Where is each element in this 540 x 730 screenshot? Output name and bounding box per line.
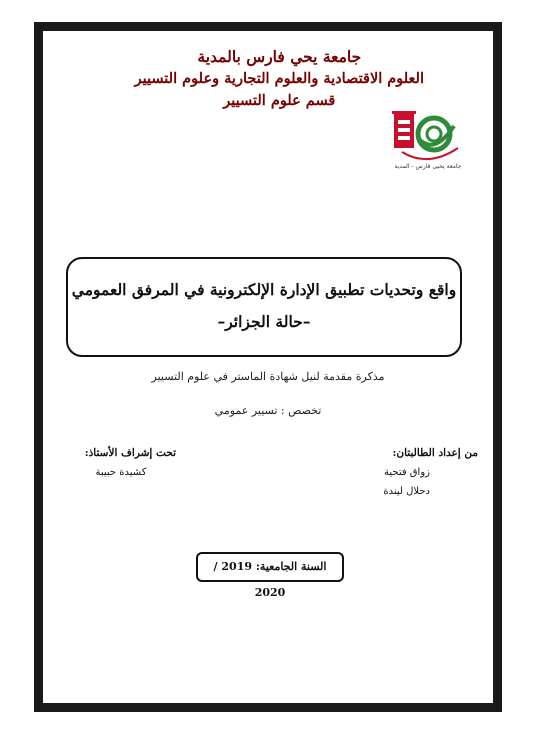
specialization-label: تخصص [288,404,322,417]
thesis-title-box [66,257,462,357]
academic-year-value: 2019 / 2020 [213,560,286,599]
university-logo-icon [388,108,462,174]
thesis-subtitle: –حالة الجزائر– [217,312,311,331]
logo-graphic [388,108,462,174]
academic-year-box [196,552,344,599]
prepared-by-label: من إعداد الطالبتان: [392,447,478,459]
academic-year-label: السنة الجامعية: [255,560,327,573]
university-name: جامعة يحي فارس بالمدية [197,47,362,66]
cover-page [44,32,492,702]
specialization [44,404,492,417]
institution-header [135,46,424,112]
thesis-title: واقع وتحديات تطبيق الإدارة الإلكترونية في المرفق العمومي [71,280,457,299]
specialization-value: تسيير عمومي [214,404,278,417]
student-name: دحلال ليندة [383,486,430,497]
supervisor-name: كشيدة حبيبة [95,467,147,478]
department-name: قسم علوم التسيير [223,92,336,109]
logo-caption: جامعة يحيى فارس - المدية [394,163,462,170]
student-name: زواق فتحية [383,467,430,478]
specialization-separator: : [277,404,285,417]
memo-description: مذكرة مقدمة لنيل شهادة الماستر في علوم التسيير [151,370,385,383]
faculty-name: العلوم الاقتصادية والعلوم التجارية وعلوم التسيير [134,70,424,87]
supervisor-label: تحت إشراف الأستاذ: [84,447,176,459]
prepared-by-block [383,447,478,497]
supervisor-block [66,447,176,478]
